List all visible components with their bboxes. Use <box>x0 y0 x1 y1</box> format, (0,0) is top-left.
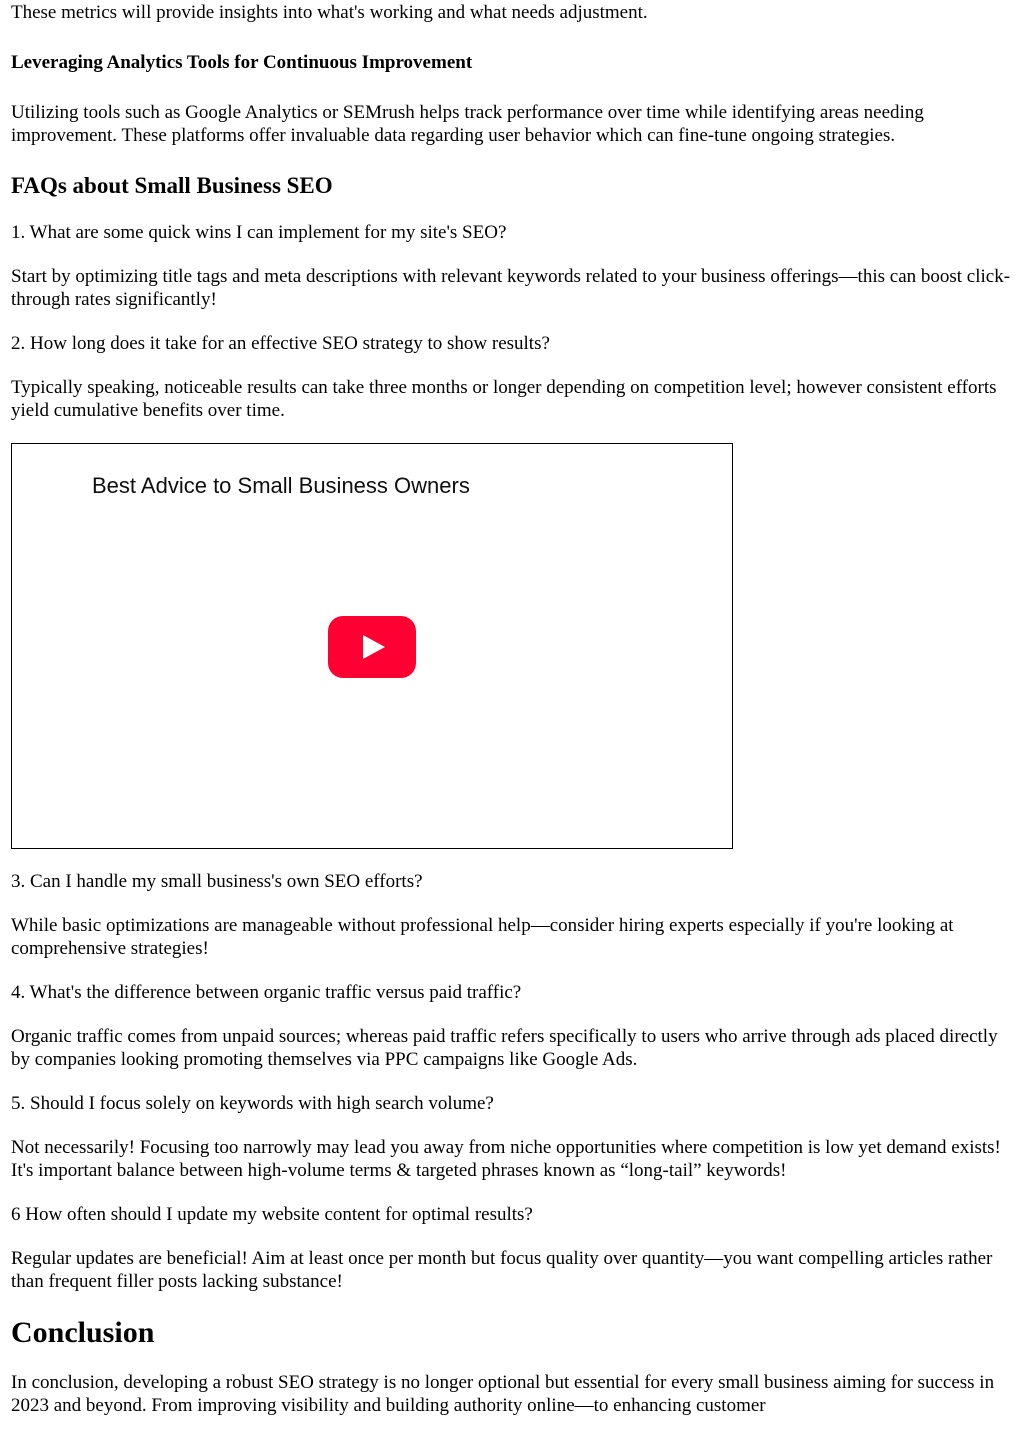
video-embed[interactable] <box>11 443 733 849</box>
faq-heading: FAQs about Small Business SEO <box>11 173 333 198</box>
faq-answer-4: Organic traffic comes from unpaid sources; whereas paid traffic refers specifically to users who arrive through ads placed directly by companies looking promoting themselves via PPC campaigns like Google Ads. <box>11 1026 998 1070</box>
play-icon[interactable] <box>328 616 416 678</box>
analytics-paragraph: Utilizing tools such as Google Analytics or SEMrush helps track performance over time while identifying areas needing improvement. These platforms offer invaluable data regarding user behavior which can fine-tune ongoing strategies. <box>11 102 924 146</box>
faq-question-1: 1. What are some quick wins I can implement for my site's SEO? <box>11 222 507 243</box>
faq-question-2: 2. How long does it take for an effective SEO strategy to show results? <box>11 333 550 354</box>
video-title[interactable]: Best Advice to Small Business Owners <box>92 473 470 498</box>
analytics-heading: Leveraging Analytics Tools for Continuous Improvement <box>11 52 473 73</box>
faq-question-3: 3. Can I handle my small business's own SEO efforts? <box>11 871 423 892</box>
conclusion-heading: Conclusion <box>11 1316 155 1349</box>
intro-paragraph: These metrics will provide insights into what's working and what needs adjustment. <box>11 2 648 23</box>
faq-answer-3: While basic optimizations are manageable without professional help—consider hiring experts especially if you're looking at comprehensive strategies! <box>11 915 954 959</box>
faq-answer-2: Typically speaking, noticeable results can take three months or longer depending on competition level; however consistent efforts yield cumulative benefits over time. <box>11 377 997 421</box>
faq-question-6: 6 How often should I update my website content for optimal results? <box>11 1204 533 1225</box>
faq-answer-1: Start by optimizing title tags and meta descriptions with relevant keywords related to your business offerings—this can boost click-through rates significantly! <box>11 266 1011 310</box>
faq-question-5: 5. Should I focus solely on keywords with high search volume? <box>11 1093 494 1114</box>
conclusion-paragraph: In conclusion, developing a robust SEO strategy is no longer optional but essential for every small business aiming for success in 2023 and beyond. From improving visibility and building authority online—to enhancing customer <box>11 1372 995 1416</box>
faq-answer-5: Not necessarily! Focusing too narrowly may lead you away from niche opportunities where competition is low yet demand exists! It's important balance between high-volume terms & targeted phrases known as “long-tail” keywords! <box>11 1137 1001 1181</box>
article <box>11 0 1016 1417</box>
faq-question-4: 4. What's the difference between organic traffic versus paid traffic? <box>11 982 522 1003</box>
faq-answer-6: Regular updates are beneficial! Aim at least once per month but focus quality over quantity—you want compelling articles rather than frequent filler posts lacking substance! <box>11 1248 993 1292</box>
